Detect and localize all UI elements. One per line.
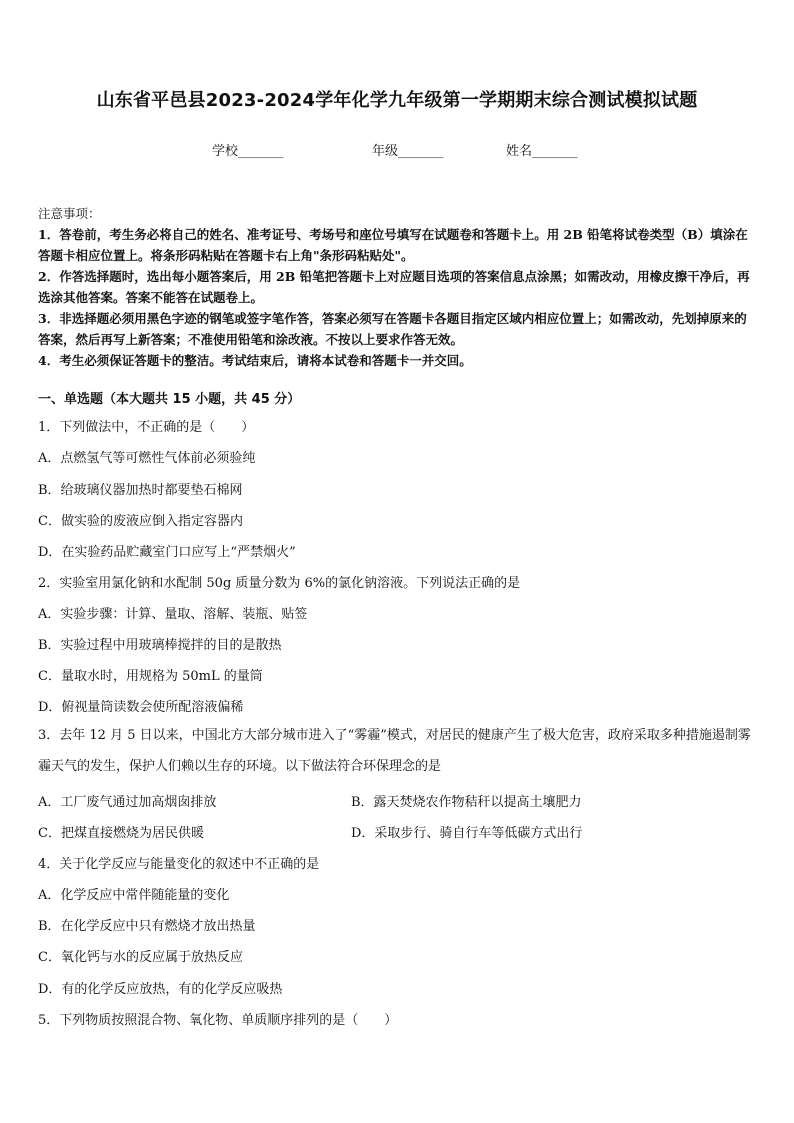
note-3: 3．非选择题必须用黑色字迹的钢笔或签字笔作答，答案必须写在答题卡各题目指定区域内相应位置上；如需改动，先划掉原来的答案，然后再写上新答案；不准使用铅笔和涂改液。不按以上要求作答无效。 bbox=[38, 311, 747, 347]
note-2: 2．作答选择题时，选出每小题答案后，用 2B 铅笔把答题卡上对应题目选项的答案信息点涂黑；如需改动，用橡皮擦干净后，再选涂其他答案。答案不能答在试题卷上。 bbox=[38, 269, 750, 305]
q3-option-d: D．采取步行、骑自行车等低碳方式出行 bbox=[351, 826, 583, 841]
page-title: 山东省平邑县2023-2024学年化学九年级第一学期期末综合测试模拟试题 bbox=[96, 90, 698, 111]
q3-option-a: A．工厂废气通过加高烟囱排放 bbox=[38, 795, 217, 810]
q3-row-2 bbox=[38, 822, 762, 841]
note-4: 4．考生必须保证答题卡的整洁。考试结束后，请将本试卷和答题卡一并交回。 bbox=[38, 353, 472, 368]
section-heading: 一、单选题（本大题共 15 小题，共 45 分） bbox=[38, 392, 301, 407]
q3-stem: 3．去年 12 月 5 日以来，中国北方大部分城市进入了“雾霾”模式，对居民的健康产生了极大危害，政府采取多种措施遏制雾霾天气的发生，保护人们赖以生存的环境。以下做法符合环保理念的是 bbox=[38, 728, 751, 774]
grade-field[interactable]: 年级_______ bbox=[372, 144, 444, 159]
school-field[interactable]: 学校_______ bbox=[212, 144, 284, 159]
q1-option-c: C．做实验的废液应倒入指定容器内 bbox=[38, 514, 243, 529]
q1-option-b: B．给玻璃仪器加热时都要垫石棉网 bbox=[38, 483, 243, 498]
q4-option-b: B．在化学反应中只有燃烧才放出热量 bbox=[38, 919, 256, 934]
q1-option-d: D．在实验药品贮藏室门口应写上“严禁烟火” bbox=[38, 545, 296, 560]
q3-option-c: C．把煤直接燃烧为居民供暖 bbox=[38, 826, 204, 841]
notes-heading: 注意事项： bbox=[38, 206, 101, 221]
q4-stem: 4．关于化学反应与能量变化的叙述中不正确的是 bbox=[38, 857, 320, 872]
q2-option-b: B．实验过程中用玻璃棒搅拌的目的是散热 bbox=[38, 638, 282, 653]
q4-option-c: C．氧化钙与水的反应属于放热反应 bbox=[38, 950, 243, 965]
q4-option-d: D．有的化学反应放热，有的化学反应吸热 bbox=[38, 982, 283, 997]
q2-option-c: C．量取水时，用规格为 50mL 的量筒 bbox=[38, 669, 263, 684]
name-field[interactable]: 姓名_______ bbox=[506, 144, 578, 159]
q2-option-d: D．俯视量筒读数会使所配溶液偏稀 bbox=[38, 700, 244, 715]
q1-stem: 1．下列做法中，不正确的是（ ） bbox=[38, 420, 255, 435]
q2-stem: 2．实验室用氯化钠和水配制 50g 质量分数为 6%的氯化钠溶液。下列说法正确的是 bbox=[38, 576, 521, 591]
q4-option-a: A．化学反应中常伴随能量的变化 bbox=[38, 888, 230, 903]
q3-option-b: B．露天焚烧农作物秸秆以提高土壤肥力 bbox=[351, 795, 582, 810]
q2-option-a: A．实验步骤：计算、量取、溶解、装瓶、贴签 bbox=[38, 607, 308, 622]
q5-stem: 5．下列物质按照混合物、氧化物、单质顺序排列的是（ ） bbox=[38, 1013, 398, 1028]
q3-row-1 bbox=[38, 791, 762, 810]
note-1: 1．答卷前，考生务必将自己的姓名、准考证号、考场号和座位号填写在试题卷和答题卡上。用 2B 铅笔将试卷类型（B）填涂在答题卡相应位置上。将条形码粘贴在答题卡右上角"条形码粘贴处"。 bbox=[38, 227, 748, 263]
q1-option-a: A．点燃氢气等可燃性气体前必须验纯 bbox=[38, 451, 256, 466]
notes-block bbox=[38, 203, 758, 371]
